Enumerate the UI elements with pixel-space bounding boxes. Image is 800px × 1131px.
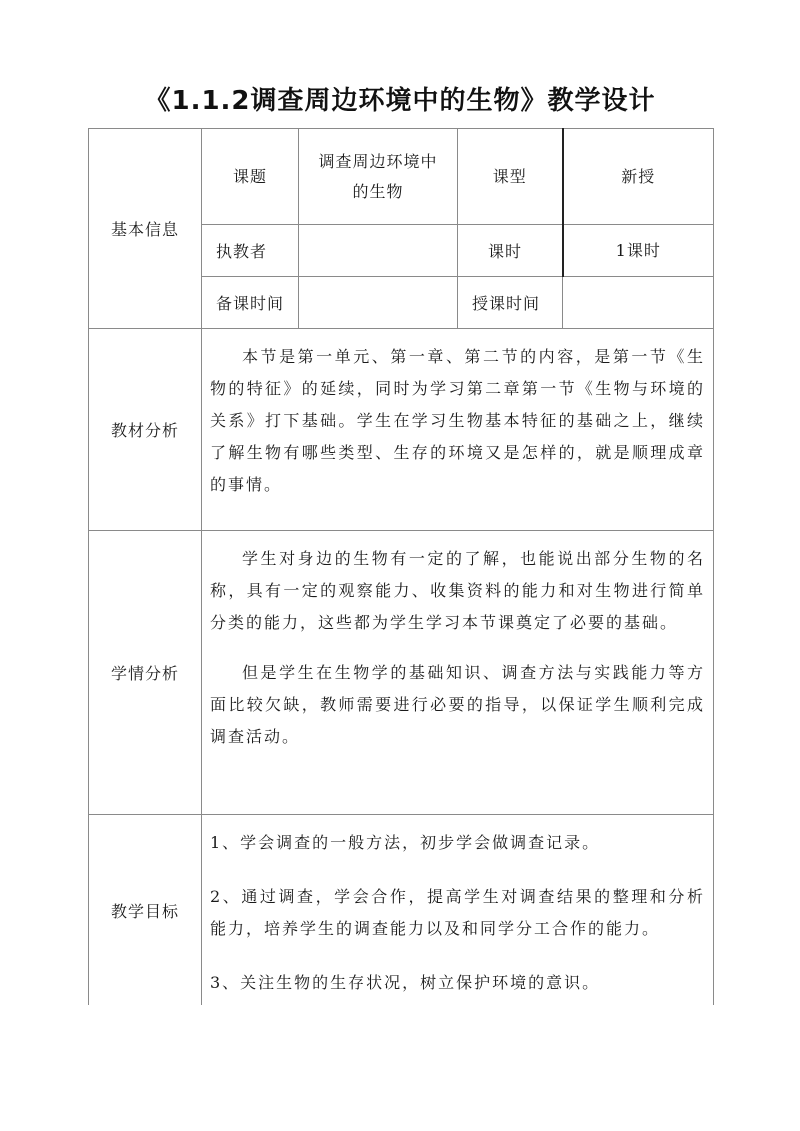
hours-label: 课时 bbox=[458, 225, 563, 277]
objective-item: 3、关注生物的生存状况，树立保护环境的意识。 bbox=[210, 973, 601, 992]
teach-time-value bbox=[563, 277, 714, 329]
student-analysis-paragraph: 学生对身边的生物有一定的了解，也能说出部分生物的名称，具有一定的观察能力、收集资料的能力和对生物进行简单分类的能力，这些都为学生学习本节课奠定了必要的基础。 bbox=[210, 549, 705, 632]
type-label: 课型 bbox=[458, 129, 563, 225]
info-row-topic bbox=[89, 129, 714, 225]
document-title: 《1.1.2调查周边环境中的生物》教学设计 bbox=[144, 86, 656, 116]
hours-value: 1课时 bbox=[563, 225, 714, 277]
lesson-plan-table bbox=[88, 128, 714, 1005]
topic-label: 课题 bbox=[202, 129, 299, 225]
teacher-value bbox=[299, 225, 458, 277]
objectives-label: 教学目标 bbox=[89, 815, 202, 1006]
prep-time-value bbox=[299, 277, 458, 329]
student-analysis-label: 学情分析 bbox=[89, 531, 202, 815]
objective-item: 2、通过调查，学会合作，提高学生对调查结果的整理和分析能力，培养学生的调查能力以及和同学分工合作的能力。 bbox=[210, 887, 705, 938]
objectives-row bbox=[89, 815, 714, 1006]
student-analysis-paragraph: 但是学生在生物学的基础知识、调查方法与实践能力等方面比较欠缺，教师需要进行必要的指导，以保证学生顺利完成调查活动。 bbox=[210, 663, 705, 746]
teach-time-label: 授课时间 bbox=[458, 277, 563, 329]
material-analysis-label: 教材分析 bbox=[89, 329, 202, 531]
objective-item: 1、学会调查的一般方法，初步学会做调查记录。 bbox=[210, 833, 601, 852]
teacher-label: 执教者 bbox=[202, 225, 299, 277]
type-value: 新授 bbox=[563, 129, 714, 225]
prep-time-label: 备课时间 bbox=[202, 277, 299, 329]
student-analysis-row bbox=[89, 531, 714, 815]
topic-value: 调查周边环境中的生物 bbox=[299, 129, 458, 225]
basic-info-label: 基本信息 bbox=[89, 129, 202, 329]
material-analysis-text: 本节是第一单元、第一章、第二节的内容，是第一节《生物的特征》的延续，同时为学习第二章第一节《生物与环境的关系》打下基础。学生在学习生物基本特征的基础之上，继续了解生物有哪些类型、生存的环境又是怎样的，就是顺理成章的事情。 bbox=[210, 347, 705, 494]
material-analysis-row bbox=[89, 329, 714, 531]
